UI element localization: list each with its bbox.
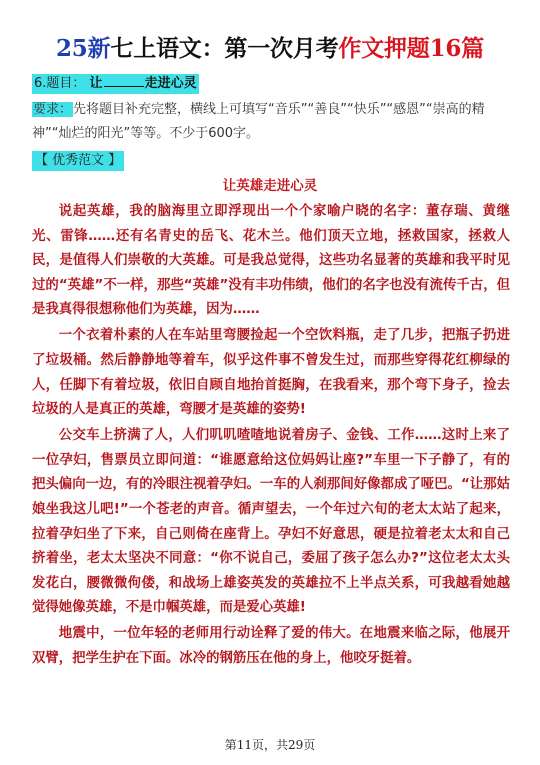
header-year-label: 25新 <box>55 35 111 62</box>
question-number: 6.题目： <box>34 76 86 91</box>
page-header <box>0 33 540 65</box>
requirement-text: 先将题目补充完整，横线上可填写“音乐”“善良”“快乐”“感恩”“崇高的精神”“灿烂的阳光”等等。不少于600字。 <box>32 102 485 141</box>
essay-paragraph: 说起英雄，我的脑海里立即浮现出一个个家喻户晓的名字：董存瑞、黄继光、雷锋……还有名青史的岳飞、花木兰。他们顶天立地，拯救国家，拯救人民，是值得人们崇敬的大英雄。可是我总觉得，这些功名显著的英雄和我平时见过的“英雄”不一样，那些“英雄”没有丰功伟绩，他们的名字也没有流传千古，但是我真得很想称他们为英雄，因为…… <box>32 204 510 318</box>
header-subject-label: 七上语文：第一次月考 <box>110 35 339 62</box>
title-blank-line <box>104 74 144 87</box>
question-title-start: 让 <box>89 76 103 91</box>
essay-paragraph: 一个衣着朴素的人在车站里弯腰捡起一个空饮料瓶，走了几步，把瓶子扔进了垃圾桶。然后静静地等着车，似乎这件事不曾发生过，而那些穿得花红柳绿的人，任脚下有着垃圾，依旧自顾自地抬首挺胸，在我看来，那个弯下身子，捡去垃圾的人是真正的英雄，弯腰才是英雄的姿势! <box>32 328 510 418</box>
essay-paragraph: 公交车上挤满了人，人们叽叽喳喳地说着房子、金钱、工作……这时上来了一位孕妇，售票员立即问道：“谁愿意给这位妈妈让座?”车里一下子静了，有的把头偏向一边，有的冷眼注视着孕妇。一车的人刹那间好像都成了哑巴。“让那姑娘坐我这儿吧!”一个苍老的声音。循声望去，一个年过六旬的老太太站了起来，拉着孕妇坐了下来，自己则倚在座背上。孕妇不好意思，硬是拉着老太太和自己挤着坐，老太太坚决不同意：“你不说自己，委屈了孩子怎么办?”这位老太太头发花白，腰微微佝偻，和战场上雄姿英发的英雄拉不上半点关系，可我越看她越觉得她像英雄，不是巾帼英雄，而是爱心英雄! <box>32 428 510 616</box>
header-topic-label: 作文押题16篇 <box>338 35 485 62</box>
question-title-end: 走进心灵 <box>144 76 197 91</box>
essay-body <box>32 200 510 673</box>
essay-paragraph: 地震中，一位年轻的老师用行动诠释了爱的伟大。在地震来临之际，他展开双臂，把学生护在下面。冰冷的钢筋压在他的身上，他咬牙挺着。 <box>32 626 510 666</box>
sample-essay-label: 【 优秀范文 】 <box>32 151 124 171</box>
essay-title: 让英雄走进心灵 <box>222 178 318 194</box>
page-number-footer: 第11页，共29页 <box>224 738 316 752</box>
requirement-label: 要求： <box>33 102 73 117</box>
requirement-block <box>32 98 512 146</box>
question-line <box>32 74 199 94</box>
